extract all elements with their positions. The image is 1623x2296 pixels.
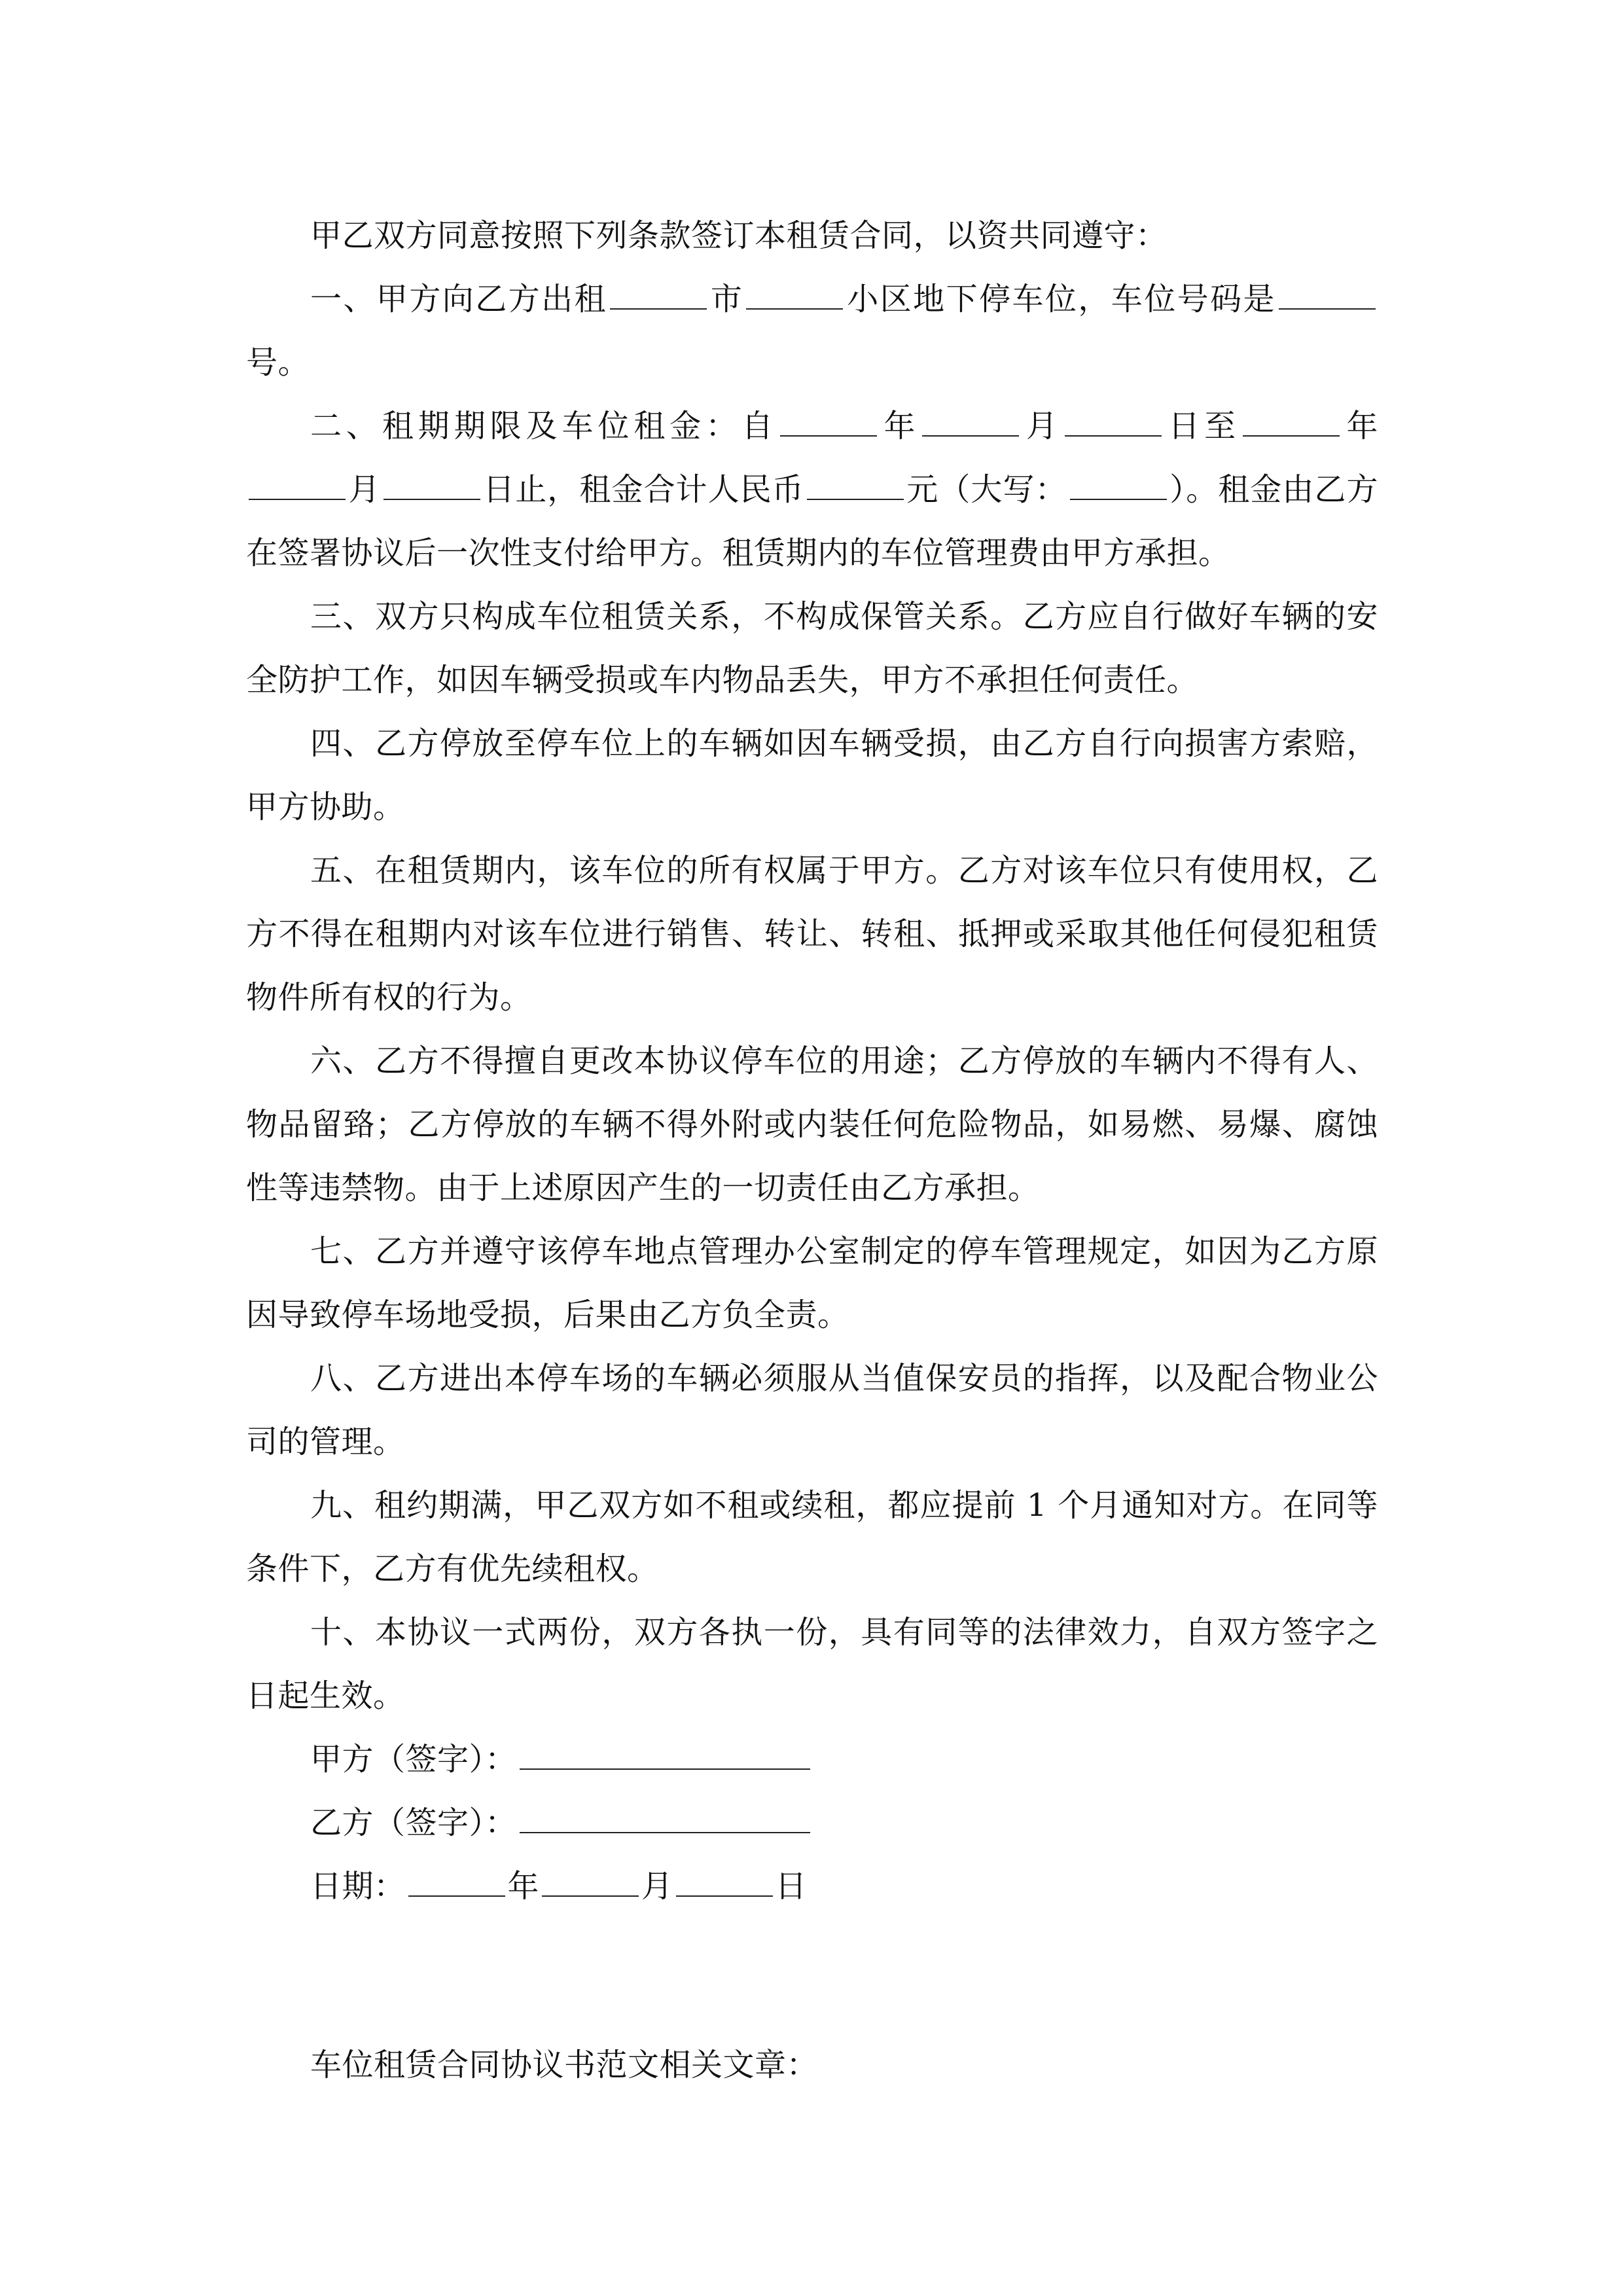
end-month-blank[interactable]	[249, 467, 346, 500]
sign-month-blank[interactable]	[542, 1864, 639, 1897]
clause-1-number-label: 号。	[246, 344, 310, 381]
start-year-label: 年	[880, 408, 920, 444]
clause-4: 四、乙方停放至停车位上的车辆如因车辆受损，由乙方自行向损害方索赔，甲方协助。	[246, 725, 1378, 825]
space-number-blank[interactable]	[1279, 277, 1376, 310]
end-month-label: 月	[348, 471, 381, 508]
start-year-blank[interactable]	[780, 404, 877, 437]
city-blank[interactable]	[610, 277, 707, 310]
contract-body	[246, 204, 1378, 2097]
rent-amount-blank[interactable]	[807, 467, 904, 500]
end-year-blank[interactable]	[1243, 404, 1340, 437]
sign-day-blank[interactable]	[676, 1864, 773, 1897]
clause-8: 八、乙方进出本停车场的车辆必须服从当值保安员的指挥，以及配合物业公司的管理。	[246, 1360, 1378, 1460]
clause-6: 六、乙方不得擅自更改本协议停车位的用途；乙方停放的车辆内不得有人、物品留臵；乙方停放的车辆不得外附或内装任何危险物品，如易燃、易爆、腐蚀性等违禁物。由于上述原因产生的一切责任由乙方承担。	[246, 1043, 1378, 1206]
start-month-blank[interactable]	[922, 404, 1019, 437]
clause-2-payment-text: ）。租金由乙方在签署协议后一次性支付给甲方。租赁期内的车位管理费由甲方承担。	[246, 471, 1378, 571]
start-day-label: 日至	[1164, 408, 1241, 444]
party-b-signature-line[interactable]	[520, 1801, 810, 1833]
end-day-blank[interactable]	[383, 467, 480, 500]
start-month-label: 月	[1022, 408, 1062, 444]
party-a-signature-row	[246, 1728, 1378, 1791]
related-articles-heading: 车位租赁合同协议书范文相关文章：	[310, 2047, 819, 2083]
clause-1-text: 一、甲方向乙方出租	[310, 281, 607, 317]
sign-month-label: 月	[641, 1868, 673, 1905]
clause-9: 九、租约期满，甲乙双方如不租或续租，都应提前 1 个月通知对方。在同等条件下，乙方有优先续租权。	[246, 1487, 1378, 1587]
end-year-label: 年	[1342, 408, 1378, 444]
rent-currency-label: 元（大写：	[906, 471, 1067, 508]
end-day-label: 日止，租金合计人民币	[482, 471, 804, 508]
clause-2	[246, 395, 1378, 585]
party-b-label: 乙方（签字）：	[310, 1804, 517, 1841]
party-a-label: 甲方（签字）：	[310, 1741, 517, 1778]
sign-year-blank[interactable]	[408, 1864, 505, 1897]
clause-3: 三、双方只构成车位租赁关系，不构成保管关系。乙方应自行做好车辆的安全防护工作，如因车辆受损或车内物品丢失，甲方不承担任何责任。	[246, 598, 1378, 698]
clause-10: 十、本协议一式两份，双方各执一份，具有同等的法律效力，自双方签字之日起生效。	[246, 1614, 1378, 1714]
date-label: 日期：	[310, 1868, 406, 1905]
clause-1	[246, 268, 1378, 395]
section-spacer	[246, 1918, 1378, 2034]
clause-5: 五、在租赁期内，该车位的所有权属于甲方。乙方对该车位只有使用权，乙方不得在租期内对该车位进行销售、转让、转租、抵押或采取其他任何侵犯租赁物件所有权的行为。	[246, 852, 1378, 1016]
sign-day-label: 日	[775, 1868, 808, 1905]
date-row	[246, 1855, 1378, 1918]
clause-1-parking-text: 小区地下停车位，车位号码是	[846, 281, 1276, 317]
clause-2-text: 二、租期期限及车位租金：自	[310, 408, 778, 444]
clause-7: 七、乙方并遵守该停车地点管理办公室制定的停车管理规定，如因为乙方原因导致停车场地受损，后果由乙方负全责。	[246, 1233, 1378, 1333]
party-b-signature-row	[246, 1791, 1378, 1855]
sign-year-label: 年	[507, 1868, 540, 1905]
start-day-blank[interactable]	[1065, 404, 1162, 437]
community-blank[interactable]	[746, 277, 843, 310]
party-a-signature-line[interactable]	[520, 1737, 810, 1770]
clause-1-city-label: 市	[709, 281, 744, 317]
intro-paragraph: 甲乙双方同意按照下列条款签订本租赁合同，以资共同遵守：	[310, 217, 1168, 254]
rent-uppercase-blank[interactable]	[1070, 467, 1167, 500]
